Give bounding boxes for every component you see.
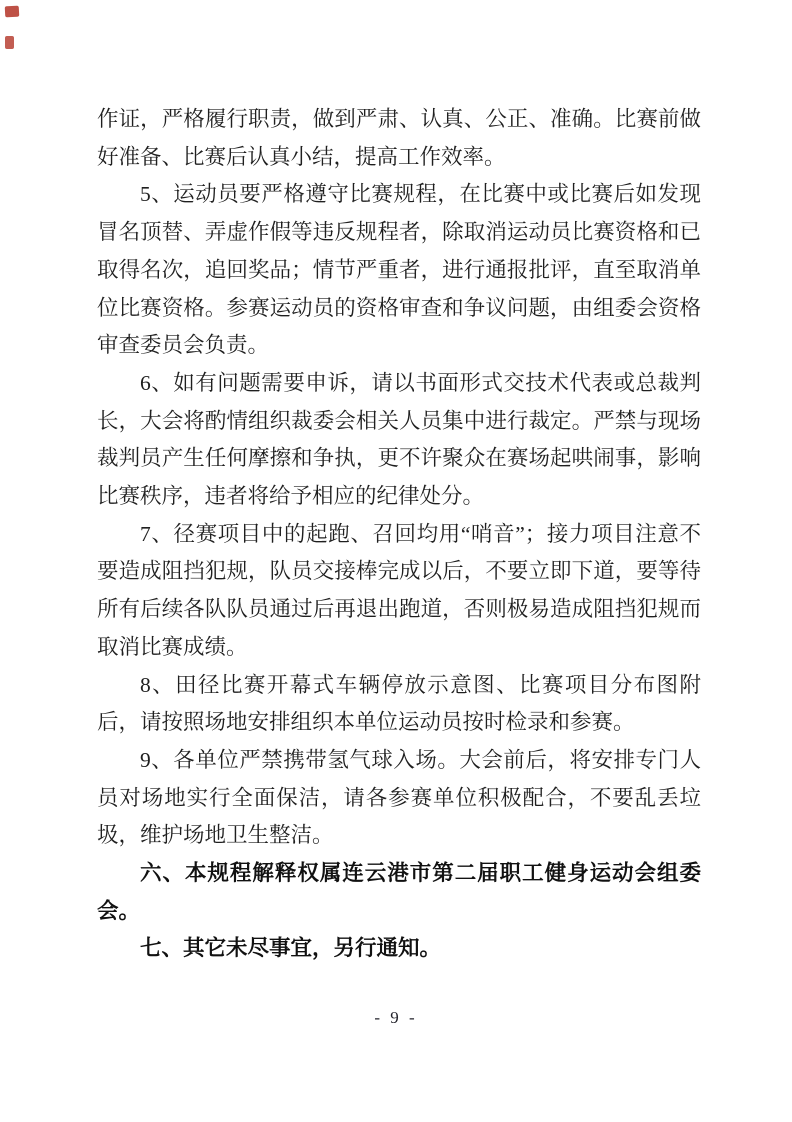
paragraph-item-8: 8、田径比赛开幕式车辆停放示意图、比赛项目分布图附后，请按照场地安排组织本单位运动员按时检录和参赛。 [97, 672, 701, 735]
heading-section-six: 六、本规程解释权属连云港市第二届职工健身运动会组委会。 [97, 861, 701, 923]
paragraph-item-9: 9、各单位严禁携带氢气球入场。大会前后，将安排专门人员对场地实行全面保洁，请各参赛单位积极配合，不要乱丢垃圾，维护场地卫生整洁。 [97, 747, 701, 848]
red-scan-mark-lower [5, 36, 14, 49]
paragraph-continuation: 作证，严格履行职责，做到严肃、认真、公正、准确。比赛前做好准备、比赛后认真小结，提高工作效率。 [97, 107, 701, 169]
paragraph-item-5: 5、运动员要严格遵守比赛规程，在比赛中或比赛后如发现冒名顶替、弄虚作假等违反规程者，除取消运动员比赛资格和已取得名次，追回奖品；情节严重者，进行通报批评，直至取消单位比赛资格。参赛运动员的资格审查和争议问题，由组委会资格审查委员会负责。 [97, 182, 701, 358]
red-scan-mark-upper [5, 6, 20, 18]
paragraph-item-6: 6、如有问题需要申诉，请以书面形式交技术代表或总裁判长，大会将酌情组织裁委会相关人员集中进行裁定。严禁与现场裁判员产生任何摩擦和争执，更不许聚众在赛场起哄闹事，影响比赛秩序，违者将给予相应的纪律处分。 [97, 370, 701, 509]
page-number: - 9 - [374, 1008, 418, 1027]
document-body [97, 101, 701, 968]
heading-section-seven: 七、其它未尽事宜，另行通知。 [140, 936, 442, 961]
paragraph-item-7: 7、径赛项目中的起跑、召回均用“哨音”；接力项目注意不要造成阻挡犯规，队员交接棒完成以后，不要立即下道，要等待所有后续各队队员通过后再退出跑道，否则极易造成阻挡犯规而取消比赛成绩。 [97, 521, 701, 659]
